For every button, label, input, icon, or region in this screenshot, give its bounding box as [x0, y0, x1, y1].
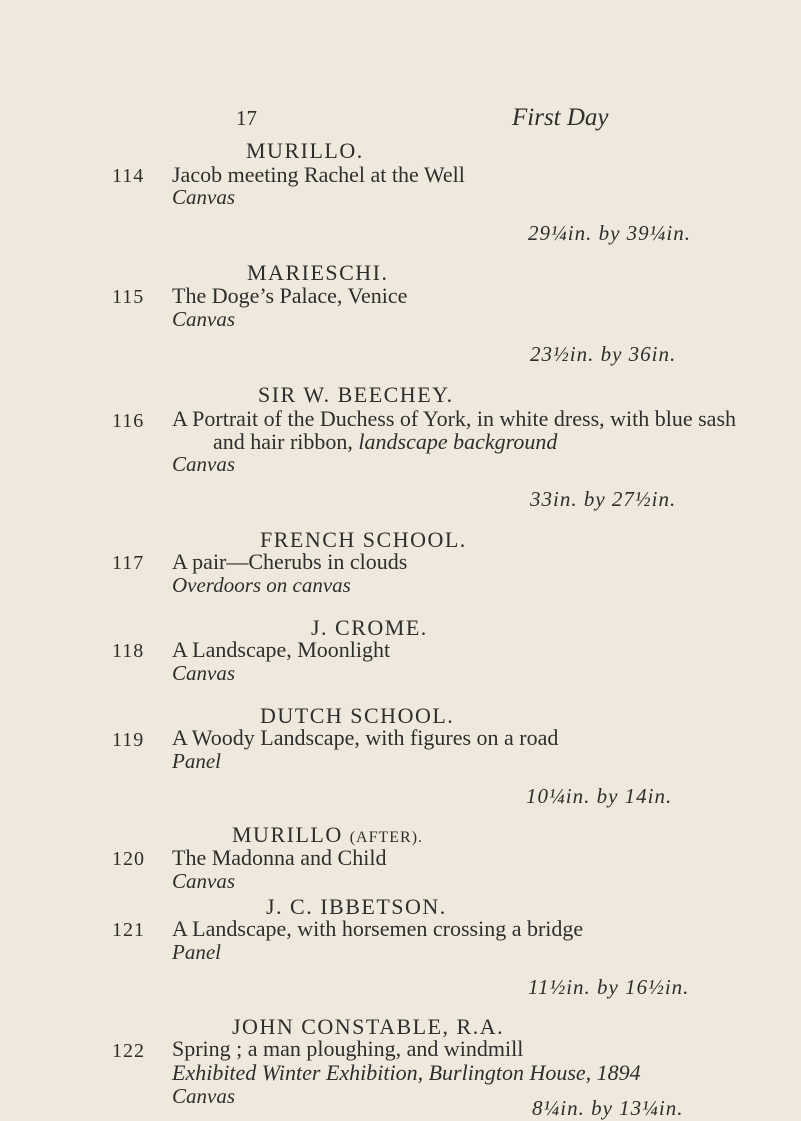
artist-name: J. C. IBBETSON.: [266, 894, 447, 919]
lot-title: A Portrait of the Duchess of York, in white dress, with blue sash: [172, 406, 737, 431]
sale-day-heading: First Day: [512, 104, 609, 131]
lot-medium: Overdoors on canvas: [172, 573, 351, 597]
lot-number: 122: [112, 1040, 145, 1062]
lot-dimensions: 11½in. by 16½in.: [528, 975, 690, 999]
artist-name: FRENCH SCHOOL.: [260, 527, 467, 552]
lot-title-line: and hair ribbon,: [213, 429, 353, 454]
lot-title: Spring ; a man ploughing, and windmill: [172, 1036, 524, 1061]
lot-number: 117: [112, 552, 145, 574]
lot-title: A Landscape, with horsemen crossing a bridge: [172, 916, 584, 941]
artist-name: MARIESCHI.: [247, 260, 389, 285]
lot-title: The Madonna and Child: [172, 845, 387, 870]
lot-number: 121: [112, 919, 145, 941]
artist-name: JOHN CONSTABLE, R.A.: [232, 1014, 505, 1039]
lot-medium: Panel: [172, 940, 221, 964]
lot-title: The Doge’s Palace, Venice: [172, 283, 408, 308]
lot-number: 114: [112, 165, 145, 187]
page-number: 17: [236, 106, 257, 130]
lot-title-italic: landscape background: [358, 429, 558, 454]
lot-medium: Canvas: [172, 661, 235, 685]
artist-name: SIR W. BEECHEY.: [258, 382, 454, 407]
lot-dimensions: 8¼in. by 13¼in.: [532, 1096, 684, 1120]
artist-name: DUTCH SCHOOL.: [260, 703, 455, 728]
artist-attribution: (AFTER).: [349, 829, 424, 846]
lot-dimensions: 10¼in. by 14in.: [526, 784, 673, 808]
lot-title-continued: [213, 429, 557, 455]
artist-name-main: MURILLO: [232, 822, 343, 847]
lot-number: 118: [112, 640, 145, 662]
lot-title: A Woody Landscape, with figures on a road: [172, 725, 559, 750]
lot-number: 120: [112, 848, 145, 870]
artist-name: J. CROME.: [311, 615, 428, 640]
lot-medium: Canvas: [172, 185, 235, 209]
lot-dimensions: 33in. by 27½in.: [530, 487, 677, 511]
lot-dimensions: 23½in. by 36in.: [530, 342, 677, 366]
lot-dimensions: 29¼in. by 39¼in.: [528, 221, 691, 245]
lot-medium: Canvas: [172, 307, 235, 331]
lot-title: Jacob meeting Rachel at the Well: [172, 162, 465, 187]
lot-exhibition-note: Exhibited Winter Exhibition, Burlington House, 1894: [172, 1060, 641, 1085]
lot-medium: Panel: [172, 749, 221, 773]
lot-medium: Canvas: [172, 1084, 235, 1108]
artist-name: MURILLO.: [246, 138, 364, 163]
lot-medium: Canvas: [172, 452, 235, 476]
lot-number: 115: [112, 286, 145, 308]
lot-medium: Canvas: [172, 869, 235, 893]
lot-number: 119: [112, 729, 145, 751]
lot-title: A pair—Cherubs in clouds: [172, 549, 408, 574]
lot-title: A Landscape, Moonlight: [172, 637, 391, 662]
lot-number: 116: [112, 410, 145, 432]
